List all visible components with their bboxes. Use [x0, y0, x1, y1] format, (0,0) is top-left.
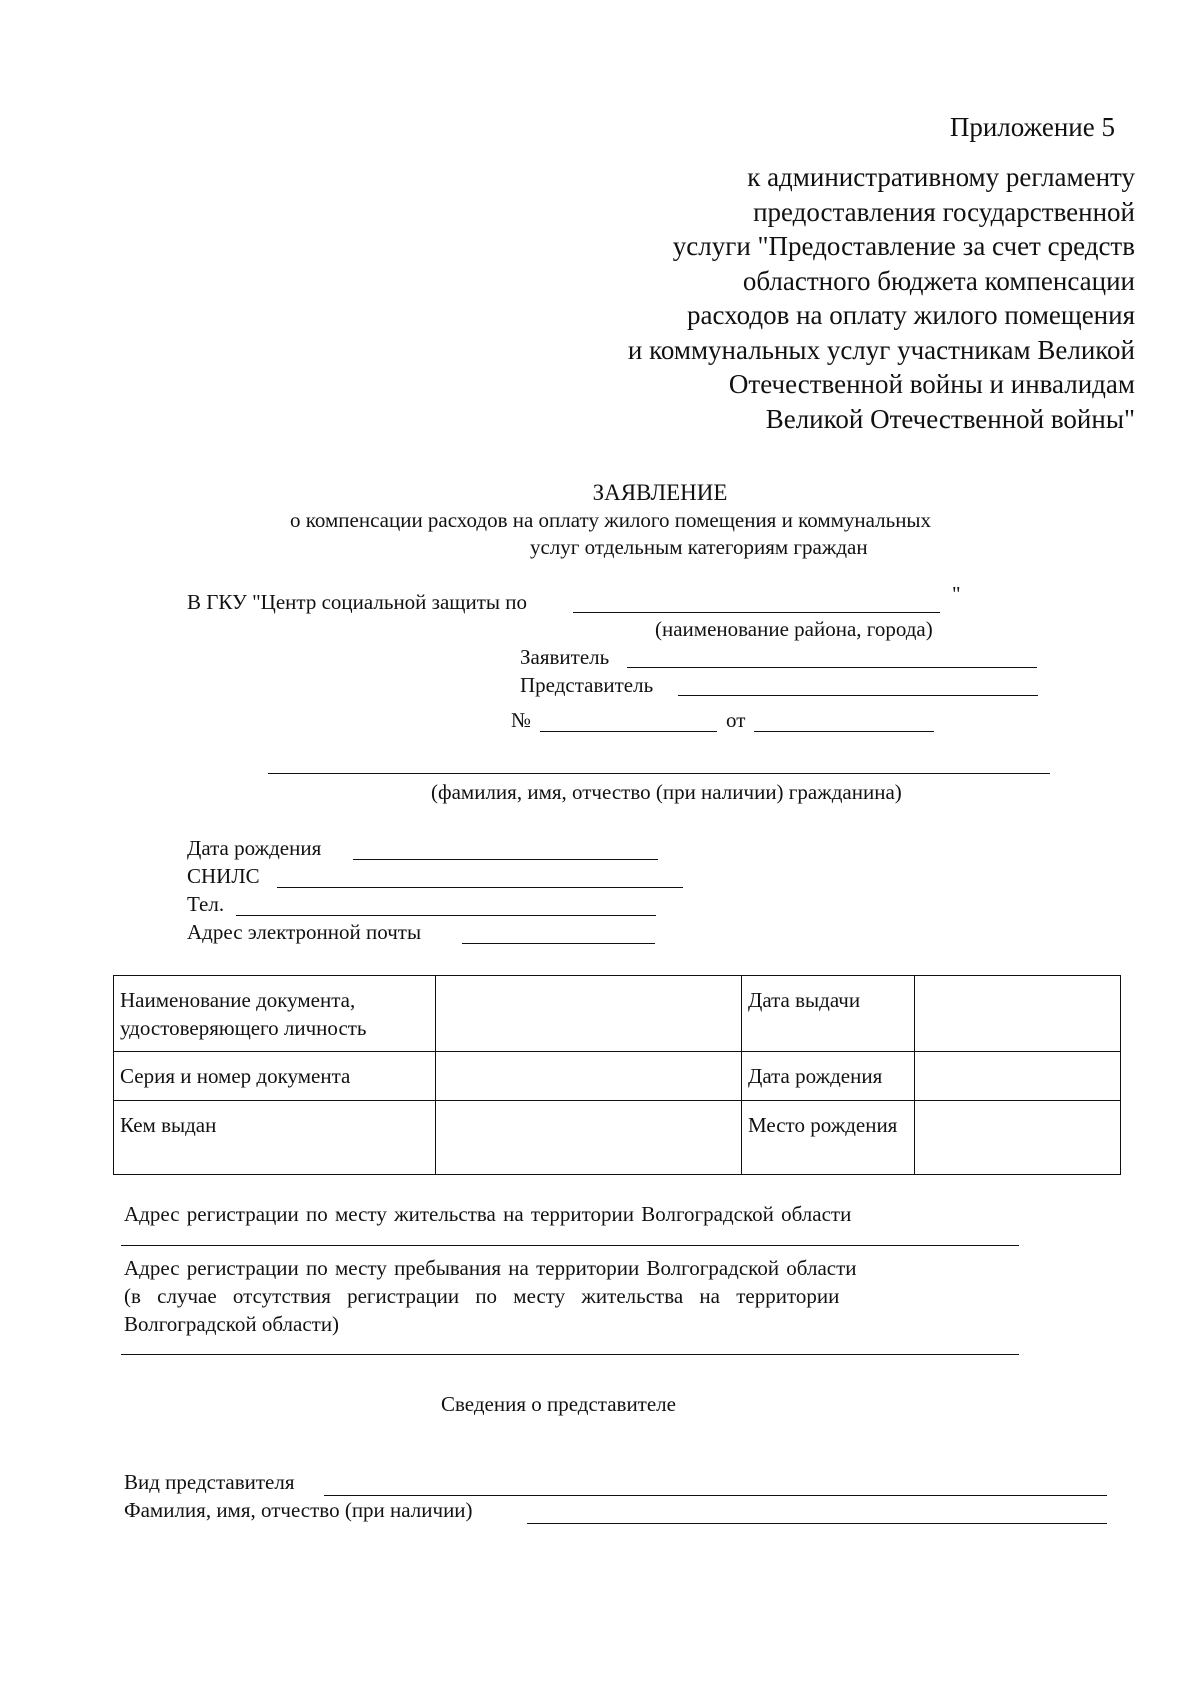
appendix-line: Отечественной войны и инвалидам	[728, 369, 1135, 399]
series-number-value-cell[interactable]	[436, 1052, 742, 1101]
appendix-line: услуги "Предоставление за счет средств	[672, 231, 1135, 261]
issue-date-label-cell: Дата выдачи	[742, 976, 915, 1052]
table-row	[114, 976, 1121, 1052]
appendix-line: расходов на оплату жилого помещения	[687, 300, 1135, 330]
date-from-label: от	[726, 708, 746, 732]
stay-address-field-line[interactable]	[121, 1354, 1019, 1355]
representative-label: Представитель	[520, 673, 654, 697]
stay-address-label-line1: Адрес регистрации по месту пребывания на территории Волгоградской области	[124, 1256, 857, 1280]
citizen-fio-hint: (фамилия, имя, отчество (при наличии) гражданина)	[431, 780, 902, 804]
appendix-reference	[628, 160, 1135, 436]
identity-document-table	[113, 975, 1121, 1175]
issued-by-label-cell: Кем выдан	[114, 1101, 436, 1175]
appendix-line: и коммунальных услуг участникам Великой	[627, 334, 1135, 365]
date-from-field-line[interactable]	[754, 731, 934, 732]
representative-field-line[interactable]	[678, 695, 1038, 696]
appendix-line: к административному регламенту	[747, 162, 1135, 192]
number-label: №	[511, 708, 532, 732]
representative-fio-label: Фамилия, имя, отчество (при наличии)	[124, 1498, 473, 1522]
email-field-line[interactable]	[462, 943, 655, 944]
birth-date-field-line[interactable]	[353, 859, 658, 860]
district-hint: (наименование района, города)	[655, 617, 933, 641]
number-field-line[interactable]	[540, 731, 717, 732]
stay-address-label-line3: Волгоградской области)	[124, 1312, 340, 1336]
residence-address-label: Адрес регистрации по месту жительства на территории Волгоградской области	[124, 1202, 852, 1226]
representative-type-label: Вид представителя	[124, 1470, 295, 1494]
closing-quote: "	[952, 582, 961, 606]
doc-name-value-cell[interactable]	[436, 976, 742, 1052]
table-row	[114, 1101, 1121, 1175]
applicant-label: Заявитель	[520, 645, 610, 669]
appendix-line: Великой Отечественной войны"	[765, 403, 1135, 434]
representative-section-title: Сведения о представителе	[441, 1392, 676, 1416]
doc-birth-date-label-cell: Дата рождения	[742, 1052, 915, 1101]
addressee-label: В ГКУ "Центр социальной защиты по	[187, 590, 527, 614]
statement-subtitle-line2: услуг отдельным категориям граждан	[530, 535, 868, 559]
birth-place-label-cell: Место рождения	[742, 1101, 915, 1175]
doc-birth-date-value-cell[interactable]	[915, 1052, 1121, 1101]
representative-type-field-line[interactable]	[324, 1495, 1107, 1496]
email-label: Адрес электронной почты	[187, 920, 422, 944]
table-row	[114, 1052, 1121, 1101]
district-field-line[interactable]	[573, 612, 940, 613]
phone-label: Тел.	[187, 892, 225, 916]
birth-place-value-cell[interactable]	[915, 1101, 1121, 1175]
issue-date-value-cell[interactable]	[915, 976, 1121, 1052]
appendix-title: Приложение 5	[949, 112, 1115, 142]
appendix-line: областного бюджета компенсации	[742, 265, 1135, 296]
representative-fio-field-line[interactable]	[527, 1523, 1107, 1524]
snils-field-line[interactable]	[277, 887, 683, 888]
issued-by-value-cell[interactable]	[436, 1101, 742, 1175]
stay-address-label-line2: (в случае отсутствия регистрации по месту жительства на территории	[124, 1284, 840, 1308]
citizen-fio-field-line[interactable]	[268, 773, 1050, 774]
snils-label: СНИЛС	[187, 864, 260, 888]
statement-title: ЗАЯВЛЕНИЕ	[592, 480, 728, 505]
appendix-line: предоставления государственной	[753, 196, 1135, 227]
series-number-label-cell: Серия и номер документа	[114, 1052, 436, 1101]
residence-address-field-line[interactable]	[121, 1245, 1019, 1246]
doc-name-label-cell: Наименование документа, удостоверяющего личность	[114, 976, 436, 1052]
phone-field-line[interactable]	[236, 915, 656, 916]
statement-subtitle-line1: о компенсации расходов на оплату жилого помещения и коммунальных	[290, 508, 932, 532]
birth-date-label: Дата рождения	[187, 836, 322, 860]
applicant-field-line[interactable]	[627, 667, 1037, 668]
